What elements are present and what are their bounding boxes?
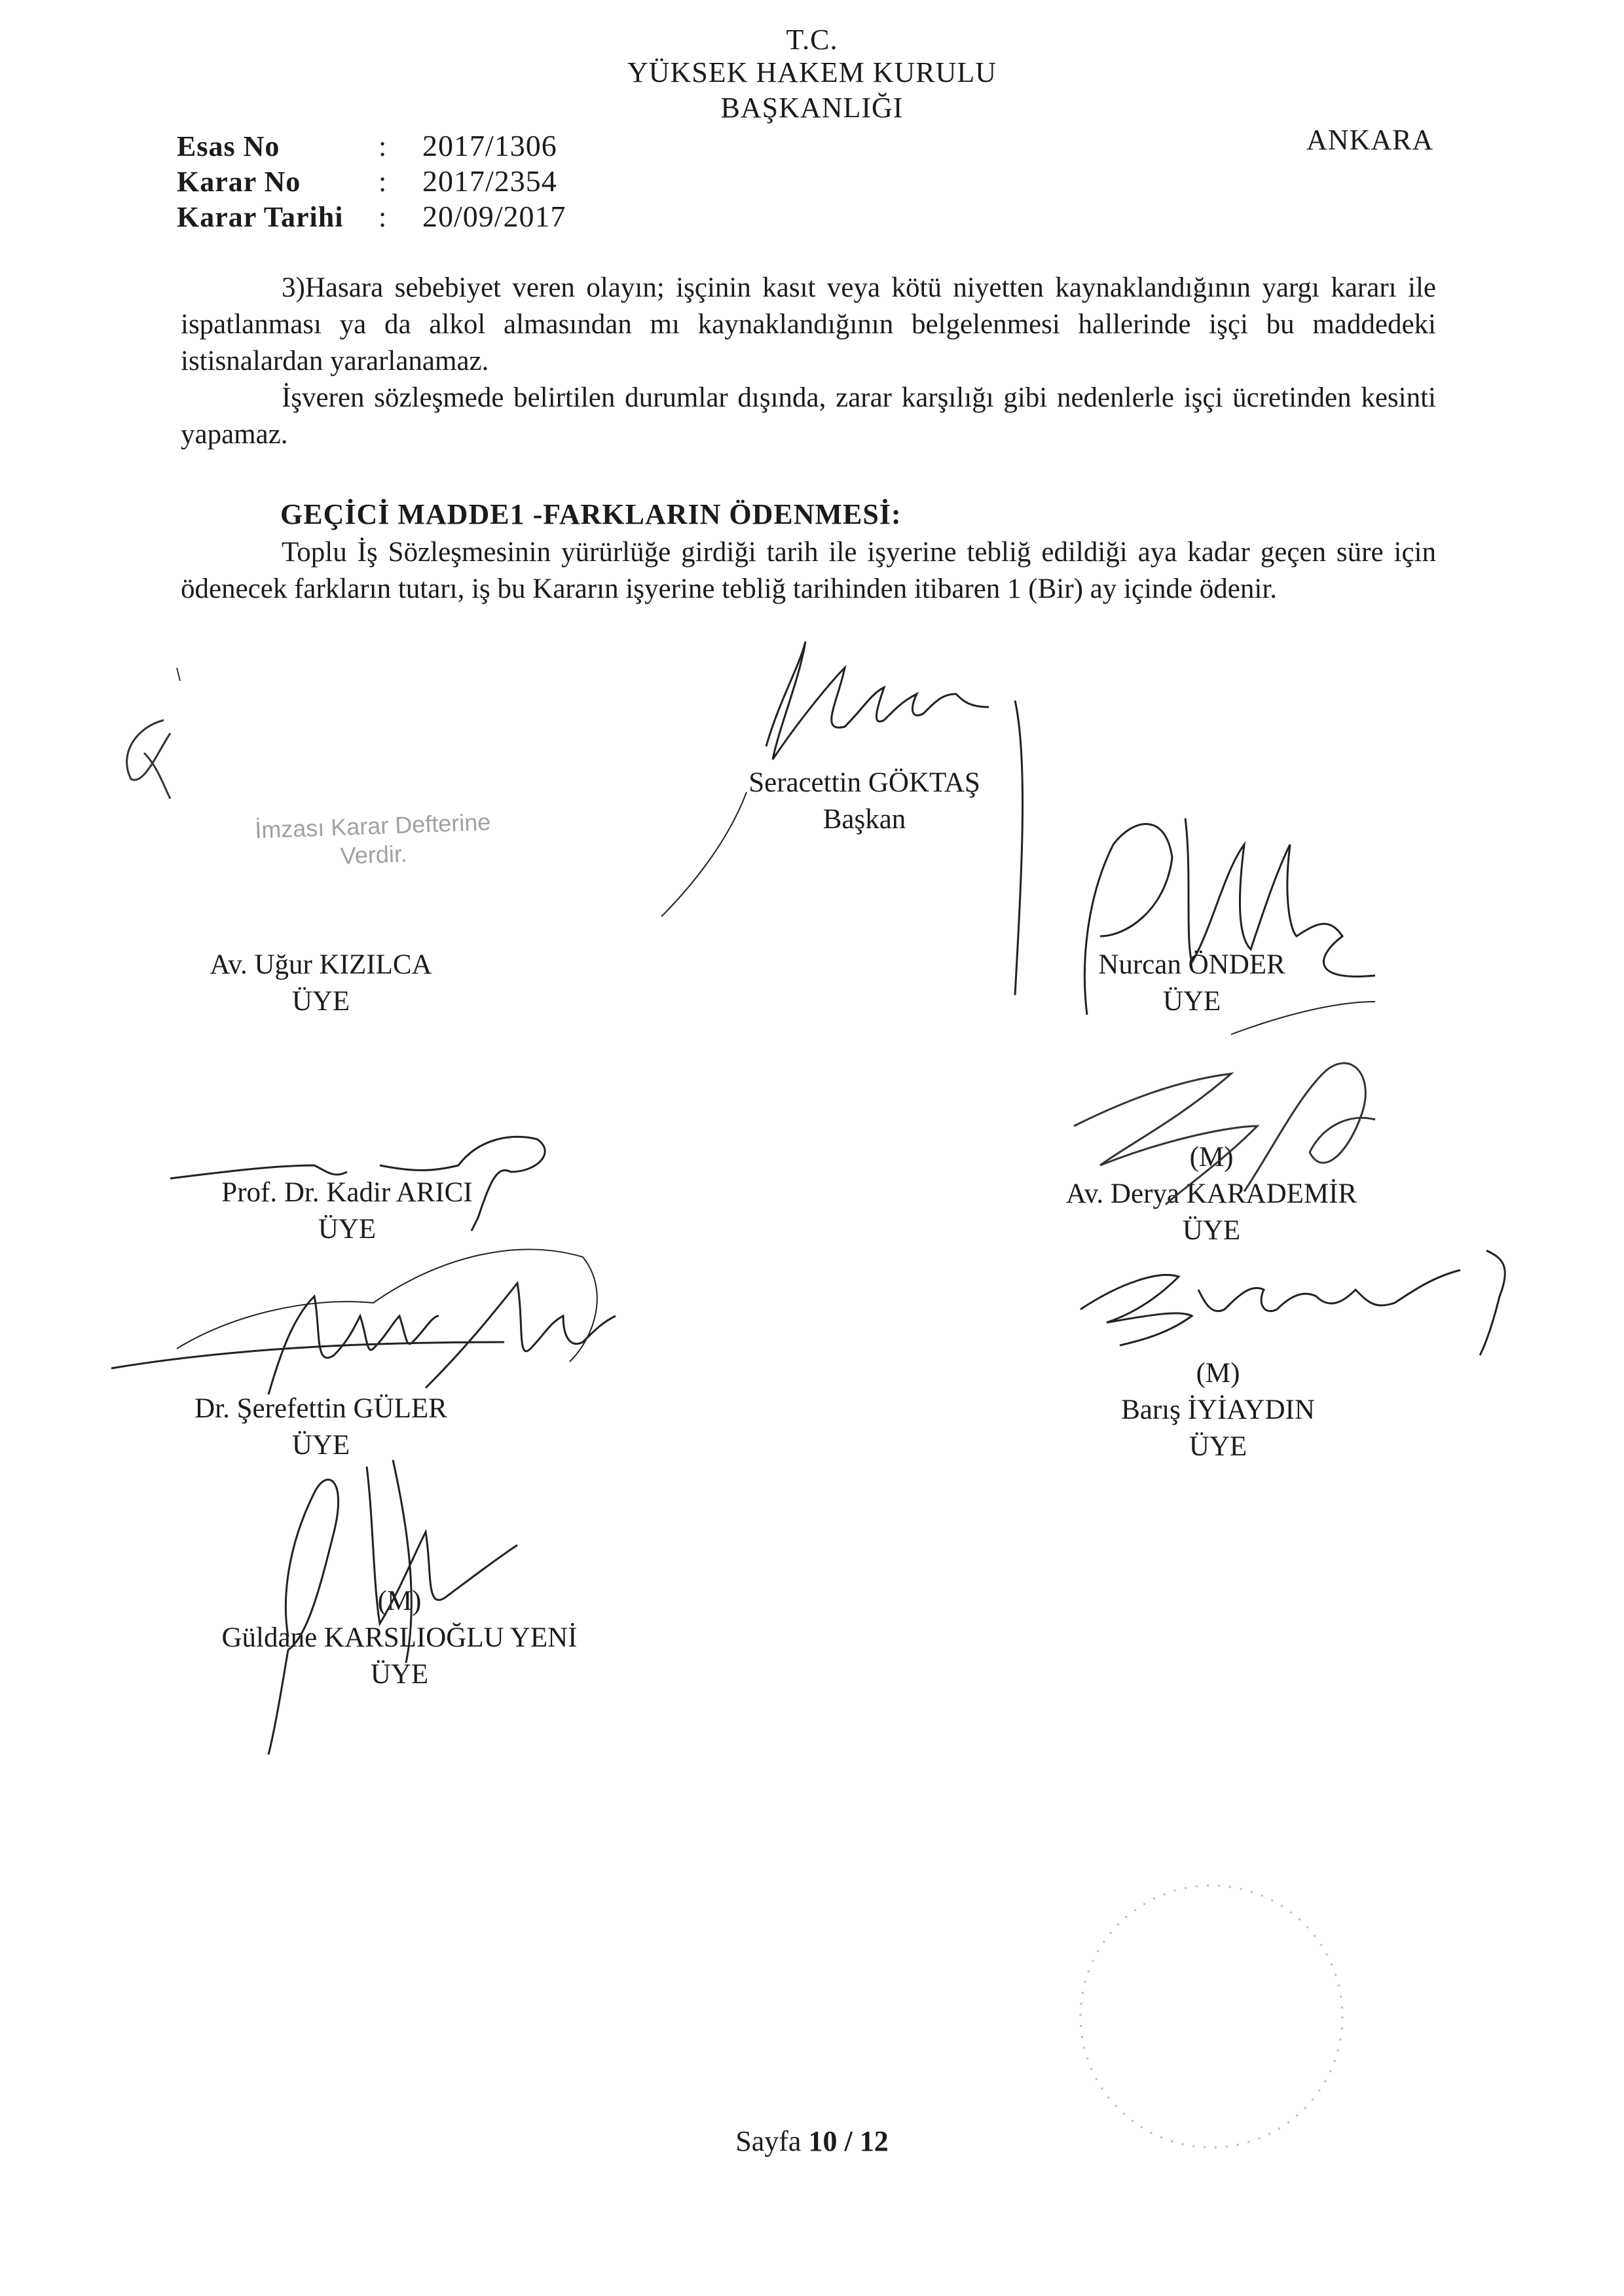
- signatory-karademir-note: (M): [1189, 1142, 1234, 1173]
- paragraph-kesinti: İşveren sözleşmede belirtilen durumlar dışında, zarar karşılığı gibi nedenlerle işçi ücretinden kesinti yapamaz.: [181, 382, 1436, 450]
- esas-colon: :: [378, 130, 387, 162]
- signatory-baskan-role: Başkan: [822, 804, 906, 835]
- tarih-value: 20/09/2017: [422, 200, 566, 233]
- signatory-guler-role: ÜYE: [291, 1430, 350, 1461]
- page-current: 10: [808, 2125, 838, 2157]
- signatory-kizilca-name: Av. Uğur KIZILCA: [210, 949, 432, 980]
- page-total: 12: [859, 2125, 889, 2157]
- header-line-presidency: BAŞKANLIĞI: [720, 92, 904, 124]
- signatory-arici-name: Prof. Dr. Kadir ARICI: [221, 1177, 473, 1208]
- signature-baskan: [648, 629, 1067, 995]
- signatory-karademir-name: Av. Derya KARADEMİR: [1065, 1178, 1357, 1209]
- signatory-iyiaydin-note: (M): [1196, 1358, 1240, 1389]
- signatory-iyiaydin: [1074, 1355, 1362, 1465]
- stamp-line-2: Verdir.: [340, 840, 408, 869]
- karar-label: Karar No: [177, 166, 301, 198]
- header-line-tc: T.C.: [786, 24, 838, 56]
- signatory-yeni-role: ÜYE: [370, 1659, 429, 1690]
- handwritten-initials: [65, 655, 223, 812]
- seal-mark: [1061, 1866, 1362, 2167]
- signatory-arici-role: ÜYE: [318, 1214, 377, 1245]
- signatory-guler-name: Dr. Şerefettin GÜLER: [194, 1393, 447, 1424]
- page-number: [0, 2124, 1624, 2158]
- signatory-karademir-role: ÜYE: [1182, 1215, 1241, 1246]
- signature-onder: [1035, 766, 1401, 1041]
- signatory-onder-role: ÜYE: [1162, 986, 1221, 1017]
- signatory-yeni-name: Güldane KARSLIOĞLU YENİ: [221, 1622, 578, 1653]
- signatory-kizilca: [157, 947, 485, 1020]
- tarih-colon: :: [378, 201, 387, 233]
- signature-guler: [98, 1218, 635, 1434]
- signature-iyiaydin: [1067, 1231, 1526, 1362]
- signatory-yeni-note: (M): [377, 1586, 422, 1616]
- page-separator: /: [844, 2125, 853, 2157]
- tarih-label: Karar Tarihi: [177, 201, 344, 233]
- header-city: ANKARA: [1306, 124, 1434, 156]
- esas-label: Esas No: [177, 130, 280, 162]
- stamp-text: [222, 807, 525, 875]
- signatory-iyiaydin-name: Barış İYİAYDIN: [1121, 1394, 1315, 1425]
- signatory-baskan-name: Seracettin GÖKTAŞ: [748, 767, 980, 798]
- section-title: GEÇİCİ MADDE1 -FARKLARIN ÖDENMESİ:: [280, 498, 902, 530]
- karar-value: 2017/2354: [422, 164, 557, 198]
- signatory-iyiaydin-role: ÜYE: [1189, 1431, 1247, 1462]
- page-label: Sayfa: [735, 2125, 802, 2157]
- esas-value: 2017/1306: [422, 129, 557, 162]
- signature-yeni: [249, 1440, 550, 1755]
- signatory-kizilca-role: ÜYE: [291, 986, 350, 1017]
- header-line-institution: YÜKSEK HAKEM KURULU: [627, 56, 997, 88]
- signature-karademir: [1048, 1021, 1414, 1244]
- karar-colon: :: [378, 166, 387, 198]
- paragraph-farklar: Toplu İş Sözleşmesinin yürürlüğe girdiği tarih ile işyerine tebliğ edildiği aya kadar geçen süre için ödenecek farkların tutarı, iş bu Kararın işyerine tebliğ tarihinden itibaren 1 (Bir) ay içinde ödenir.: [181, 537, 1436, 604]
- paragraph-hasar: 3)Hasara sebebiyet veren olayın; işçinin kasıt veya kötü niyetten kaynaklandığının yargı kararı ile ispatlanması ya da alkol almasından mı kaynaklandığının belgelenmesi hallerinde işçi bu maddedeki istisnalardan yararlanamaz.: [181, 272, 1436, 376]
- stamp-line-1: İmzası Karar Defterine: [254, 808, 491, 844]
- signatory-onder-name: Nurcan ÖNDER: [1098, 949, 1285, 980]
